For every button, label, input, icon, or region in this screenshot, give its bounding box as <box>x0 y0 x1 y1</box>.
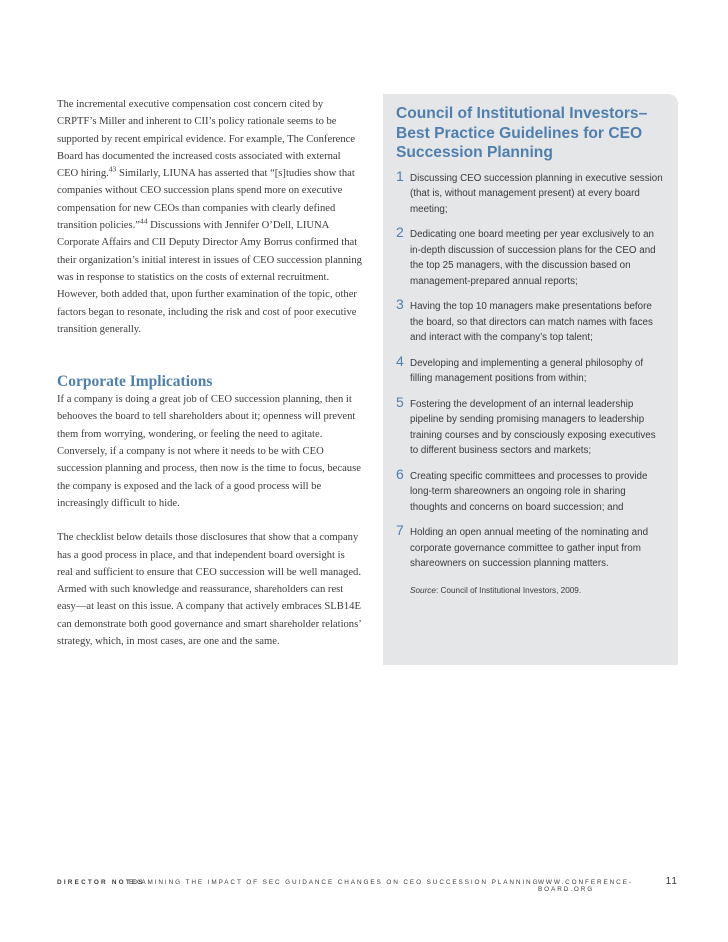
section-heading-corporate-implications: Corporate Implications <box>57 373 213 391</box>
guideline-text: Dedicating one board meeting per year exclusively to an in-depth discussion of succession plans for the CEO and the top 25 managers, with the discussion based on management-prepared annual reports; <box>410 229 656 287</box>
footnote-43: 43 <box>108 164 117 174</box>
guideline-item <box>396 393 664 459</box>
guideline-item <box>396 465 664 516</box>
guideline-text: Discussing CEO succession planning in executive session (that is, without management present) at every board meeting; <box>410 172 663 215</box>
guideline-item <box>396 522 664 572</box>
guideline-number: 1 <box>396 167 404 184</box>
intro-text-part2: Similarly, LIUNA has asserted that “[s]tudies show that companies without CEO succession plans spend more on executive compensation for new CEOs than companies with clearly defined transition policies.” <box>57 168 355 232</box>
guideline-item <box>396 167 664 218</box>
checklist-paragraph: The checklist below details those disclosures that show that a company has a good process in place, and that independent board oversight is real and sufficient to ensure that CEO succession will be well managed. Armed with such knowledge and reassurance, shareholders can rest easy—at least on this issue. A company that actively embraces SLB14E can demonstrate both good governance and smart shareholder relations’ strategy, which, in most cases, are one and the same. <box>57 532 361 648</box>
guideline-number: 4 <box>396 352 404 369</box>
guideline-text: Creating specific committees and processes to provide long-term shareowners an ongoing role in sharing thoughts and concerns on board succession; and <box>410 470 648 513</box>
cii-guidelines-sidebar <box>383 94 678 665</box>
sidebar-title-line: Council of Institutional Investors– <box>396 105 648 122</box>
footer-report-title: EXAMINING THE IMPACT OF SEC GUIDANCE CHANGES ON CEO SUCCESSION PLANNING <box>129 879 540 886</box>
main-text-column <box>57 96 363 650</box>
guideline-text: Developing and implementing a general philosophy of filling management positions from within; <box>410 357 644 384</box>
guideline-item <box>396 352 664 387</box>
source-label: Source <box>410 585 436 595</box>
intro-text-part1: The incremental executive compensation cost concern cited by CRPTF’s Miller and inherent to CII’s policy rationale seems to be supported by recent empirical evidence. For example, The Conference Board has documented the increased costs associated with external CEO hiring. <box>57 99 356 180</box>
source-text: : Council of Institutional Investors, 2009. <box>435 585 582 595</box>
guideline-text: Holding an open annual meeting of the nominating and corporate governance committee to gather input from shareowners on succession planning matters. <box>410 527 649 569</box>
footnote-44: 44 <box>139 216 148 226</box>
guideline-number: 2 <box>396 224 404 240</box>
page-footer <box>57 876 678 893</box>
guideline-number: 5 <box>396 393 404 410</box>
page-number: 11 <box>665 876 678 887</box>
corporate-implications-paragraph: If a company is doing a great job of CEO succession planning, then it behooves the board to tell shareholders about it; openness will prevent them from worrying, wondering, or feeling the need to agitate. Conversely, if a company is not where it needs to be with CEO succession planning and process, then now is the time to focus, because the company is exposed and the lack of a good process will be increasingly difficult to hide. <box>57 394 361 509</box>
guideline-text: Having the top 10 managers make presentations before the board, so that directors can match names with faces and interact with the company’s top talent; <box>410 301 653 343</box>
footer-brand: DIRECTOR NOTES <box>57 879 145 886</box>
sidebar-source <box>396 586 664 595</box>
sidebar-title <box>396 104 664 163</box>
intro-text-part3: Discussions with Jennifer O’Dell, LIUNA Corporate Affairs and CII Deputy Director Amy Borrus confirmed that their organization’s initial interest in issues of CEO succession planning was in response to statistics on the costs of external recruitment. However, both added that, upon further examination of the topic, other factors began to resonate, including the risk and cost of poor executive transition generally. <box>57 220 362 335</box>
guideline-number: 3 <box>396 296 404 312</box>
sidebar-title-line: Best Practice Guidelines for CEO <box>396 124 643 142</box>
intro-paragraph <box>57 96 363 338</box>
footer-url: WWW.CONFERENCE-BOARD.ORG <box>538 879 633 893</box>
guideline-number: 6 <box>396 465 404 482</box>
guideline-number: 7 <box>396 522 404 538</box>
guideline-text: Fostering the development of an internal leadership pipeline by sending promising managers to leadership training courses and by consciously exposing executives to different business sectors and markets; <box>410 398 656 456</box>
guideline-item <box>396 224 664 289</box>
sidebar-title-line: Succession Planning <box>396 144 553 161</box>
guideline-item <box>396 296 664 346</box>
